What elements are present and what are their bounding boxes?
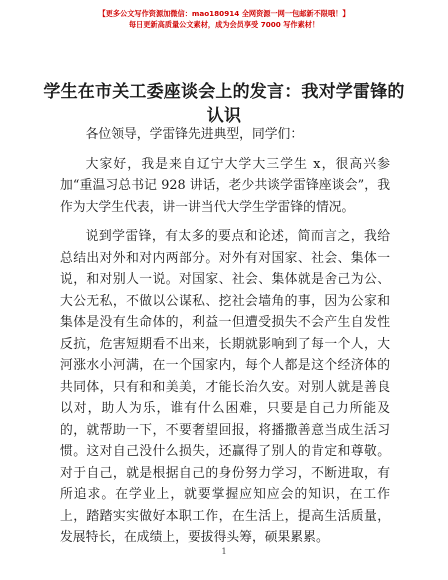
paragraph-main: 说到学雷锋，有太多的要点和论述，简而言之，我给总结出对外和对内两部分。对外有对国家、社会、集体一说，和对别人一说。对国家、社会、集体就是舍己为公、大公无私，不做以公谋私、挖社会墙角的事，因为公家和集体是没有生命体的，利益一但遭受损失不会产生自发性反抗，危害短期看不出来，长期就影响到了每一个人，大河涨水小河满，在一个国家内，每个人都是这个经济体的共同体，只有和和美美，才能长治久安。对别人就是善良以对，助人为乐，谁有什么困难，只要是自己力所能及的，就帮助一下，不要奢望回报，将播撒善意当成生活习惯。这对自己没什么损失，还赢得了别人的肯定和尊敬。对于自己，就是根据自己的身份努力学习，不断进取，有所追求。在学业上，就要掌握应知应会的知识，在工作上，踏踏实实做好本职工作，在生活上，提高生活质量，发展特长，在成绩上，要拔得头筹，硕果累累。: [60, 229, 390, 545]
promo-line-2: 每日更新高质量公文素材，成为会员享受 7000 写作素材！: [128, 20, 320, 29]
document-title: 学生在市关工委座谈会上的发言：我对学雷锋的认识: [43, 82, 405, 126]
salutation: 各位领导，学雷锋先进典型，同学们：: [85, 127, 304, 142]
promo-line-1: 【更多公文写作资源加微信：mao180914 全网资源一网一包邮新不限哦！】: [98, 9, 350, 18]
document-body: [60, 124, 390, 549]
page-number: 1: [221, 547, 227, 556]
promo-banner: [0, 8, 448, 30]
paragraph-intro: 大家好，我是来自辽宁大学大三学生 x，很高兴参加“重温习总书记 928 讲话，老少共谈学雷锋座谈会”，我作为大学生代表，讲一讲当代大学生学雷锋的情况。: [60, 156, 390, 215]
